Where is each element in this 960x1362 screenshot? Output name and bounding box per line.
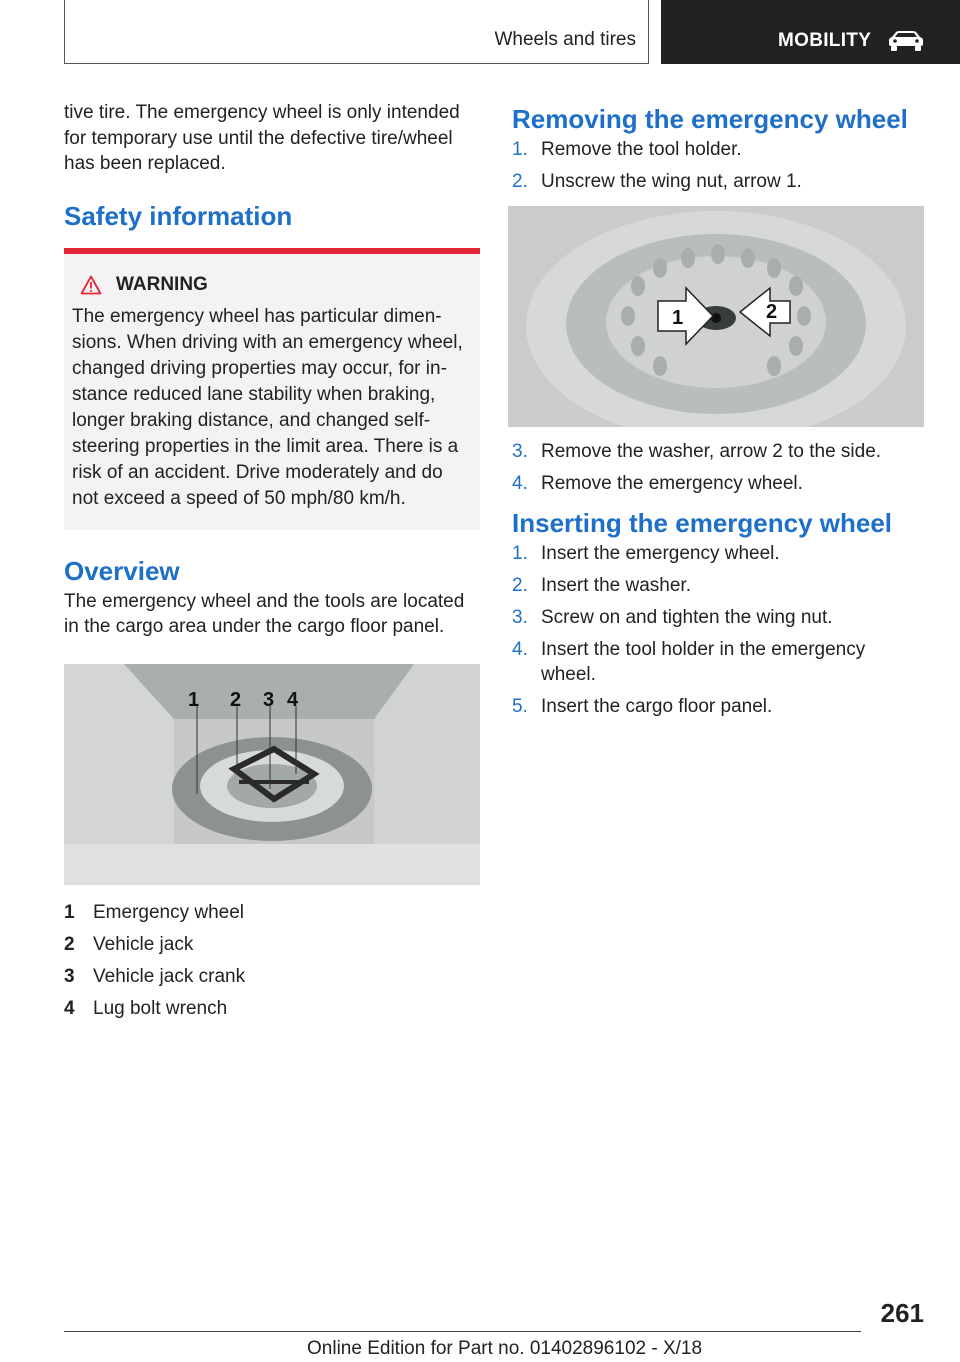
inserting-steps (512, 541, 924, 719)
photo-label-4: 4 (287, 688, 299, 711)
step-text: Remove the emergency wheel. (541, 473, 803, 494)
legend-list (64, 897, 480, 1025)
step-number: 1. (512, 543, 528, 564)
legend-text: Lug bolt wrench (93, 997, 228, 1019)
photo-label-2: 2 (230, 688, 242, 711)
step-text: Screw on and tighten the wing nut. (541, 607, 833, 628)
step-text: Insert the washer. (541, 575, 691, 596)
warning-title: WARNING (116, 273, 208, 295)
legend-number: 3 (64, 965, 75, 987)
removing-steps-continued (512, 439, 924, 496)
step-item (512, 471, 924, 496)
step-item (512, 541, 924, 566)
legend-text: Vehicle jack (93, 933, 194, 955)
warning-box (64, 254, 480, 530)
legend-item (64, 993, 480, 1025)
cargo-area-photo (64, 664, 480, 885)
step-item (512, 637, 924, 687)
legend-number: 4 (64, 997, 75, 1019)
wing-nut-photo (508, 206, 924, 427)
photo-label-1: 1 (188, 688, 200, 711)
warning-triangle-icon (80, 275, 102, 295)
step-number: 2. (512, 575, 528, 596)
step-item (512, 694, 924, 719)
step-number: 4. (512, 639, 528, 660)
warning-text: The emergency wheel has particular dimensions. When driving with an emergency wheel, changed driving properties may occur, for instance reduced lane stability when braking, longer braking distance, and changed self-steering properties in the limit area. There is a risk of an accident. Drive moderately and do not exceed a speed of 50 mph/80 km/h. (72, 305, 463, 509)
step-item (512, 169, 924, 194)
step-number: 3. (512, 607, 528, 628)
footer-rule (64, 1331, 861, 1332)
intro-paragraph: tive tire. The emergency wheel is only intended for temporary use until the defective tire/wheel has been replaced. (64, 102, 460, 174)
legend-item (64, 897, 480, 929)
step-text: Remove the tool holder. (541, 139, 742, 160)
arrow-label-1: 1 (672, 307, 684, 329)
step-item (512, 439, 924, 464)
step-number: 4. (512, 473, 528, 494)
legend-item (64, 929, 480, 961)
section-title: Wheels and tires (494, 29, 636, 50)
page-number: 261 (880, 1298, 924, 1328)
overview-heading: Overview (64, 555, 180, 586)
safety-heading: Safety information (64, 200, 293, 231)
step-item (512, 137, 924, 162)
inserting-heading: Inserting the emergency wheel (512, 508, 893, 538)
legend-number: 2 (64, 933, 75, 955)
step-item (512, 573, 924, 598)
step-number: 2. (512, 171, 528, 192)
warning-title-row (72, 274, 472, 296)
legend-text: Emergency wheel (93, 901, 245, 923)
step-text: Insert the cargo floor panel. (541, 696, 773, 717)
car-icon (886, 30, 926, 52)
step-text: Insert the tool holder in the emergency wheel. (541, 639, 866, 685)
step-text: Remove the washer, arrow 2 to the side. (541, 441, 882, 462)
removing-steps (512, 137, 924, 194)
step-number: 1. (512, 139, 528, 160)
left-column (64, 100, 480, 1025)
legend-text: Vehicle jack crank (93, 965, 246, 987)
legend-number: 1 (64, 901, 75, 923)
arrow-label-2: 2 (766, 301, 778, 323)
removing-heading: Removing the emergency wheel (512, 104, 908, 134)
step-item (512, 605, 924, 630)
step-text: Insert the emergency wheel. (541, 543, 780, 564)
right-column (512, 100, 924, 726)
step-text: Unscrew the wing nut, arrow 1. (541, 171, 802, 192)
header-chapter-box (661, 0, 960, 64)
photo-label-3: 3 (263, 688, 275, 711)
header-section-box (64, 0, 649, 64)
legend-item (64, 961, 480, 993)
overview-text: The emergency wheel and the tools are located in the cargo area under the cargo floor panel. (64, 590, 465, 637)
chapter-title: MOBILITY (778, 30, 872, 51)
step-number: 5. (512, 696, 528, 717)
step-number: 3. (512, 441, 528, 462)
footer-edition: Online Edition for Part no. 01402896102 - X/18 (307, 1338, 703, 1359)
